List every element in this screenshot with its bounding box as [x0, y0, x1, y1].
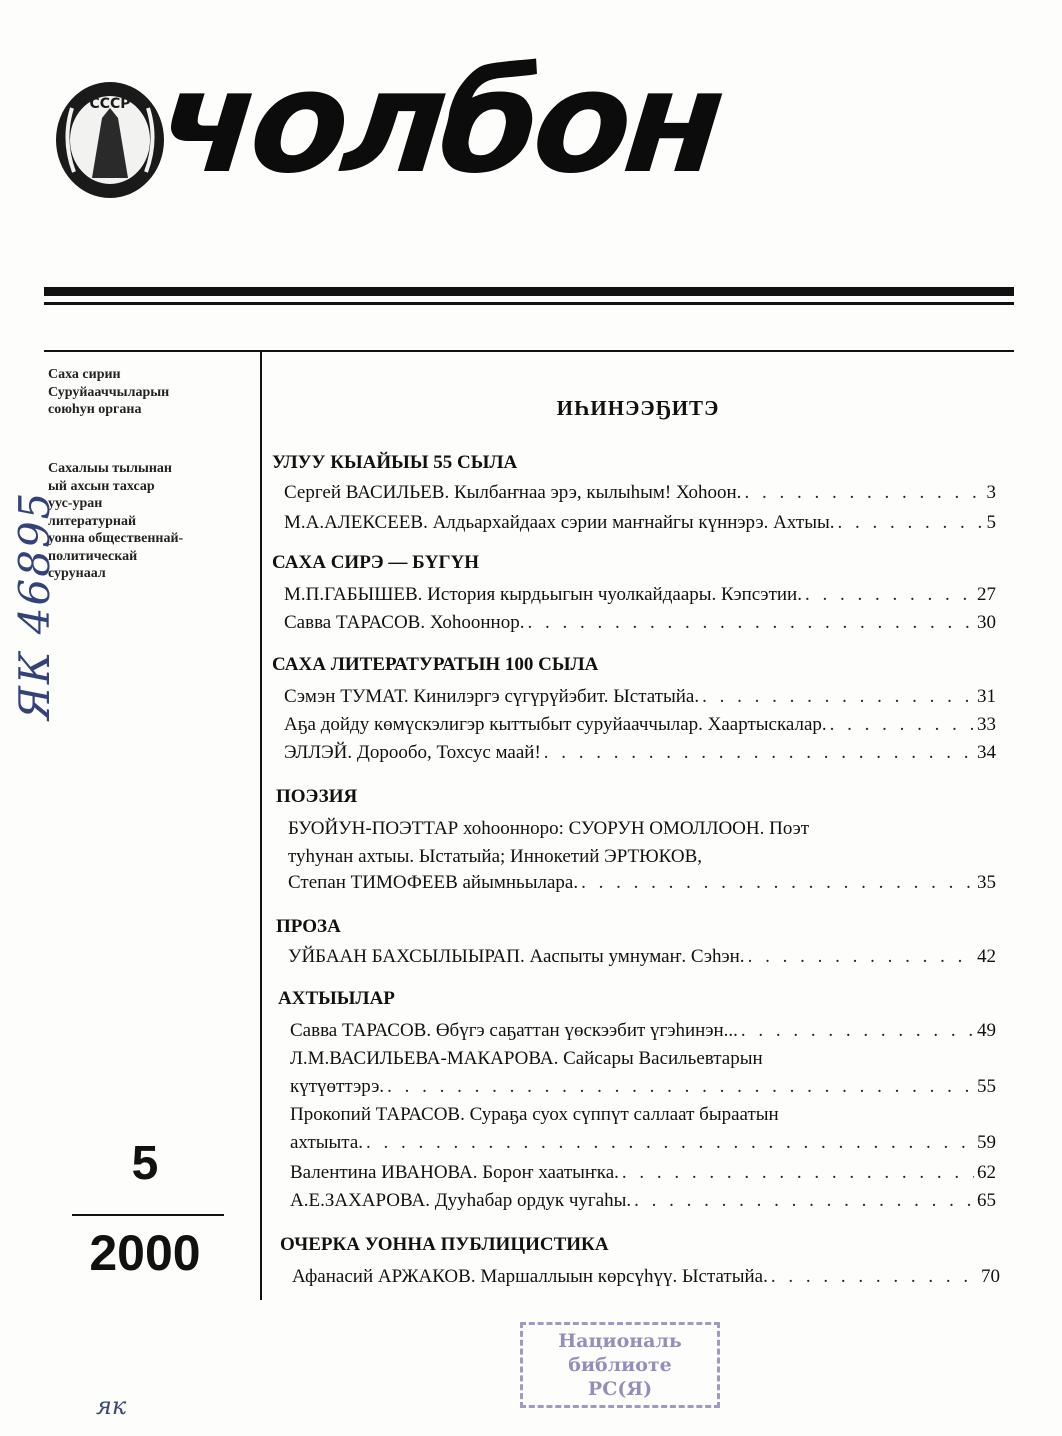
toc-entry: Афанасий АРЖАКОВ. Маршаллыын көрсүһүү. Ыстатыйа. . . . 70 — [292, 1266, 1000, 1288]
section-heading: АХТЫЫЛАР — [278, 988, 395, 1009]
library-stamp: Националь библиоте РС(Я) — [520, 1322, 720, 1408]
content-top-rule — [44, 350, 1014, 352]
toc-entry: ахтыыта. . . . 59 — [290, 1132, 996, 1154]
toc-entry: Степан ТИМОФЕЕВ айымньылара. . . . 35 — [288, 872, 996, 894]
toc-entry: Савва ТАРАСОВ. Өбүгэ саҕаттан үөскээбит үгэһинэн... . . . 49 — [290, 1020, 996, 1042]
handwritten-note: як — [96, 1392, 127, 1420]
header-rule-thin — [44, 302, 1014, 305]
section-heading: САХА ЛИТЕРАТУРАТЫН 100 СЫЛА — [272, 654, 599, 675]
toc-entry: Савва ТАРАСОВ. Хоһооннор. . . . 30 — [284, 612, 996, 634]
section-heading: ПОЭЗИЯ — [276, 786, 358, 807]
section-heading: САХА СИРЭ — БҮГҮН — [272, 552, 480, 573]
column-divider — [260, 352, 262, 1300]
toc-entry: ЭЛЛЭЙ. Дорообо, Тохсус маай! . . . 34 — [284, 742, 996, 764]
toc-entry: М.А.АЛЕКСЕЕВ. Алдьархайдаах сэрии маҥнайгы күннэрэ. Ахтыы. . . . 5 — [284, 512, 996, 534]
toc-entry: Сергей ВАСИЛЬЕВ. Кылбаҥнаа эрэ, кылыһым! Хоһоон. . . . 3 — [284, 482, 996, 504]
issue-divider — [72, 1214, 224, 1216]
toc-entry: күтүөттэрэ. . . . 55 — [290, 1076, 996, 1098]
svg-text:СССР: СССР — [89, 96, 131, 112]
issue-number: 5 — [131, 1137, 159, 1190]
toc-entry: Аҕа дойду көмүскэлигэр кыттыбыт суруйааччылар. Хаартыскалар. . . . 33 — [284, 714, 996, 736]
toc-entry: А.Е.ЗАХАРОВА. Дууһабар ордук чугаһы. . . . 65 — [290, 1190, 996, 1212]
toc-title: ИҺИНЭЭҔИТЭ — [556, 396, 720, 420]
magazine-logo: чолбон — [151, 40, 727, 205]
soviet-emblem-icon — [52, 78, 168, 200]
section-heading: УЛУУ КЫАЙЫЫ 55 СЫЛА — [272, 452, 518, 473]
toc-entry-line: Л.М.ВАСИЛЬЕВА-МАКАРОВА. Сайсары Васильевтарын — [290, 1048, 763, 1069]
header-rule-thick — [44, 287, 1014, 296]
section-heading: ОЧЕРКА УОННА ПУБЛИЦИСТИКА — [280, 1234, 609, 1255]
issue-year: 2000 — [89, 1225, 201, 1281]
handwritten-catalog-number: ЯК 46895 — [10, 490, 59, 720]
publisher-note: Саха сирин Суруйааччыларын союһун органа — [48, 367, 170, 417]
toc-entry-line: Прокопий ТАРАСОВ. Сураҕа суох сүппүт саллаат бырaатын — [290, 1104, 779, 1125]
toc-entry: М.П.ГАБЫШЕВ. История кырдьыгын чуолкайдаары. Кэпсэтии. . . . 27 — [284, 584, 996, 606]
toc-entry: УЙБААН БАХСЫЛЫЫРАП. Ааспыты умнумаҥ. Сэһэн. . . . 42 — [288, 946, 996, 968]
toc-entry: Сэмэн ТУМАТ. Кинилэргэ сүгүрүйэбит. Ыстатыйа. . . . 31 — [284, 686, 996, 708]
section-heading: ПРОЗА — [276, 916, 341, 937]
toc-entry: Валентина ИВАНОВА. Бороҥ хаатыҥка. . . . 62 — [290, 1162, 996, 1184]
magazine-description: Сахалыы тылынан ый ахсын тахсар уус-уран литературнай уонна общественнай- политическай сурунаал — [48, 461, 184, 581]
toc-entry-line: туһунан ахтыы. Ыстатыйа; Иннокетий ЭРТЮКОВ, — [288, 846, 703, 867]
toc-entry-line: БУОЙУН-ПОЭТТАР хоһооннoро: СУОРУН ОМОЛЛООН. Поэт — [288, 818, 810, 839]
